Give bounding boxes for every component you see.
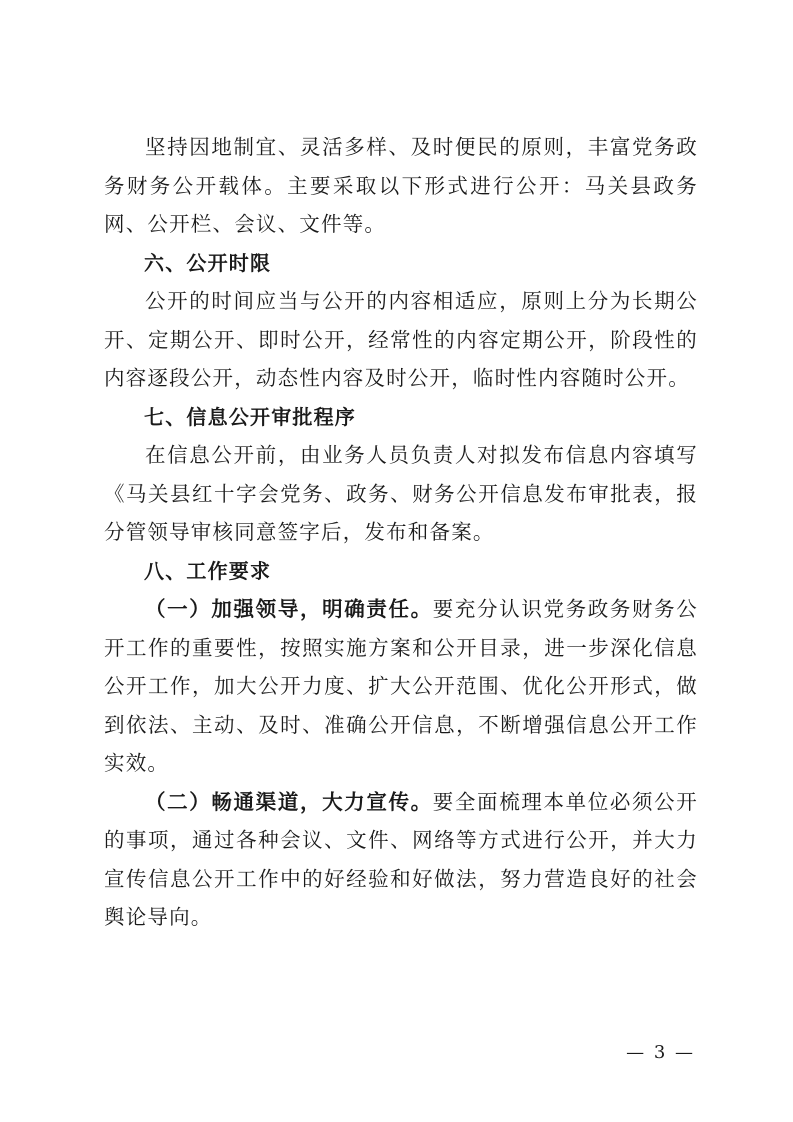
heading-section-8: 八、工作要求 [144, 558, 272, 583]
page-number: — 3 — [626, 1042, 695, 1063]
paragraph-approval-procedure: 在信息公开前，由业务人员负责人对拟发布信息内容填写《马关县红十字会党务、政务、财务公开信息发布审批表，报分管领导审核同意签字后，发布和备案。 [104, 443, 698, 544]
requirement-2-text: 要全面梳理本单位必须公开的事项，通过各种会议、文件、网络等方式进行公开，并大力宣传信息公开工作中的好经验和好做法，努力营造良好的社会舆论导向。 [104, 789, 698, 929]
requirement-1-lead: （一）加强领导，明确责任。 [145, 597, 433, 621]
paragraph-requirement-2 [104, 783, 698, 937]
document-body [104, 128, 698, 937]
requirement-2-lead: （二）畅通渠道，大力宣传。 [145, 789, 433, 814]
heading-section-7: 七、信息公开审批程序 [144, 404, 356, 429]
paragraph-requirement-1 [104, 590, 698, 783]
paragraph-disclosure-timing: 公开的时间应当与公开的内容相适应，原则上分为长期公开、定期公开、即时公开，经常性的内容定期公开，阶段性的内容逐段公开，动态性内容及时公开，临时性内容随时公开。 [104, 289, 698, 390]
requirement-1-text: 要充分认识党务政务财务公开工作的重要性，按照实施方案和公开目录，进一步深化信息公开工作，加大公开力度、扩大公开范围、优化公开形式，做到依法、主动、及时、准确公开信息，不断增强信息公开工作实效。 [104, 597, 698, 775]
heading-section-6: 六、公开时限 [144, 250, 272, 275]
paragraph-disclosure-forms: 坚持因地制宜、灵活多样、及时便民的原则，丰富党务政务财务公开载体。主要采取以下形式进行公开：马关县政务网、公开栏、会议、文件等。 [104, 135, 698, 236]
